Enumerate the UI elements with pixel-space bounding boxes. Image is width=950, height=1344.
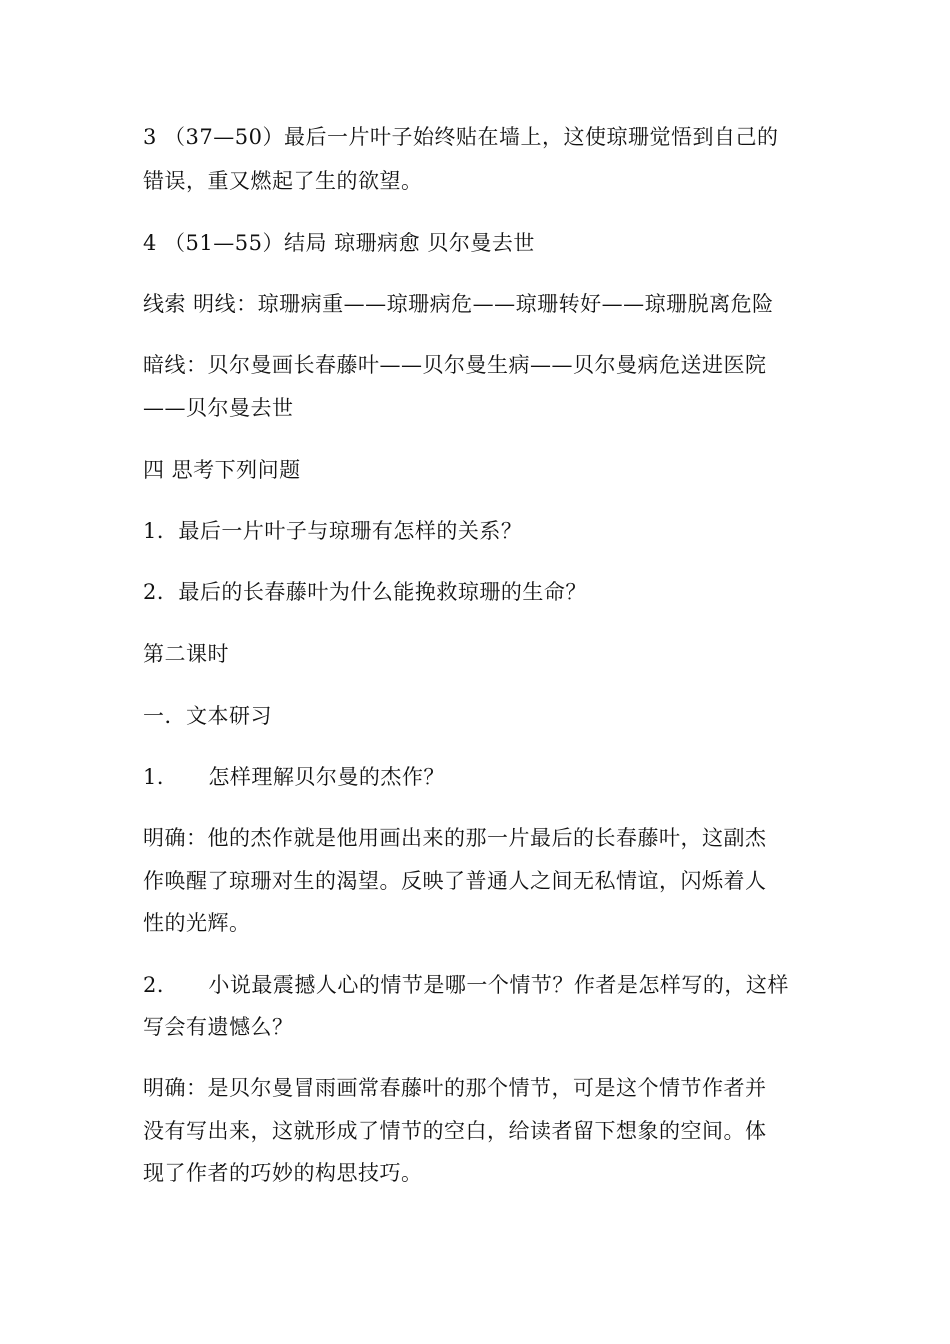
clue-hidden-line2: ——贝尔曼去世 (143, 396, 294, 420)
study-heading: 一．文本研习 (143, 704, 272, 728)
think-heading: 四 思考下列问题 (143, 458, 301, 482)
study-item-2-text-line1: 小说最震撼人心的情节是哪一个情节？作者是怎样写的，这样 (208, 973, 789, 997)
question-1: 1．最后一片叶子与琼珊有怎样的关系？ (143, 519, 523, 543)
answer2-line1: 明确：是贝尔曼冒雨画常春藤叶的那个情节，可是这个情节作者并 (143, 1076, 767, 1100)
question-2: 2．最后的长春藤叶为什么能挽救琼珊的生命？ (143, 580, 587, 604)
section4-line: 4 （51—55）结局 琼珊病愈 贝尔曼去世 (143, 231, 535, 255)
study-item-1 (143, 762, 823, 792)
study-item-2-line1 (143, 970, 823, 1000)
section3-line2: 错误，重又燃起了生的欲望。 (143, 169, 423, 193)
section3-line1: 3 （37—50）最后一片叶子始终贴在墙上，这使琼珊觉悟到自己的 (143, 125, 779, 149)
lesson2-title: 第二课时 (143, 642, 229, 666)
answer1-line2: 作唤醒了琼珊对生的渴望。反映了普通人之间无私情谊，闪烁着人 (143, 869, 767, 893)
clue-hidden-line1: 暗线：贝尔曼画长春藤叶——贝尔曼生病——贝尔曼病危送进医院 (143, 353, 767, 377)
study-item-1-text: 怎样理解贝尔曼的杰作？ (208, 765, 445, 789)
study-item-2-line2: 写会有遗憾么？ (143, 1015, 294, 1039)
answer1-line3: 性的光辉。 (143, 911, 251, 935)
study-item-2-number: 2． (143, 973, 179, 997)
answer2-line3: 现了作者的巧妙的构思技巧。 (143, 1161, 423, 1185)
study-item-1-number: 1． (143, 765, 179, 789)
answer1-line1: 明确：他的杰作就是他用画出来的那一片最后的长春藤叶，这副杰 (143, 826, 767, 850)
clue-main-line: 线索 明线：琼珊病重——琼珊病危——琼珊转好——琼珊脱离危险 (143, 292, 774, 316)
answer2-line2: 没有写出来，这就形成了情节的空白，给读者留下想象的空间。体 (143, 1119, 767, 1143)
